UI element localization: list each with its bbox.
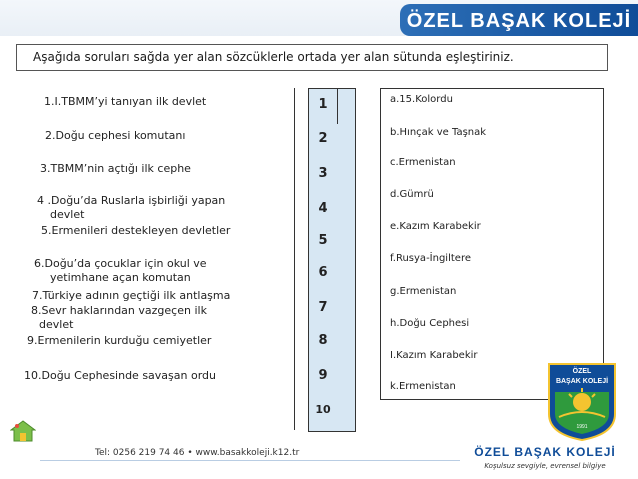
number-cell: 6 xyxy=(318,265,328,280)
question-item: 5.Ermenileri destekleyen devletler xyxy=(41,224,231,237)
number-cell: 9 xyxy=(318,368,328,383)
answer-option: c.Ermenistan xyxy=(390,157,456,168)
answer-option: k.Ermenistan xyxy=(390,381,456,392)
answer-option: g.Ermenistan xyxy=(390,286,457,297)
brand-title: ÖZEL BAŞAK KOLEJİ xyxy=(406,10,632,32)
number-cell: 4 xyxy=(318,201,328,216)
school-logo xyxy=(545,362,619,442)
answer-option: d.Gümrü xyxy=(390,189,434,200)
answer-option: I.Kazım Karabekir xyxy=(390,350,478,361)
answer-option: e.Kazım Karabekir xyxy=(390,221,481,232)
question-item: 3.TBMM’nin açtığı ilk cephe xyxy=(40,162,191,175)
contact-info: Tel: 0256 219 74 46 • www.basakkoleji.k12.tr xyxy=(95,448,300,458)
footer-brand: ÖZEL BAŞAK KOLEJİ xyxy=(474,445,616,459)
answer-option: h.Doğu Cephesi xyxy=(390,318,470,329)
number-cell: 3 xyxy=(318,166,328,181)
question-item: 10.Doğu Cephesinde savaşan ordu xyxy=(24,369,216,382)
svg-text:BAŞAK KOLEJİ: BAŞAK KOLEJİ xyxy=(555,378,609,385)
question-item: 2.Doğu cephesi komutanı xyxy=(45,129,186,142)
number-cell: 7 xyxy=(318,300,328,315)
question-item: 7.Türkiye adının geçtiği ilk antlaşma xyxy=(32,289,231,302)
number-cell: 5 xyxy=(318,233,328,248)
instruction-box: Aşağıda soruları sağda yer alan sözcüklerle ortada yer alan sütunda eşleştiriniz. xyxy=(16,44,608,71)
question-item: 6.Doğu’da çocuklar için okul ve yetimhane açan komutan xyxy=(34,257,207,284)
footer-motto: Koşulsuz sevgiyle, evrensel bilgiye xyxy=(484,462,606,470)
question-item: 1.I.TBMM’yi tanıyan ilk devlet xyxy=(44,95,207,108)
number-cell: 1 xyxy=(318,97,328,112)
number-cell: 2 xyxy=(318,131,328,146)
number-cell: 8 xyxy=(318,333,328,348)
question-item: 4 .Doğu’da Ruslarla işbirliği yapan devlet xyxy=(37,194,226,221)
answer-option: a.15.Kolordu xyxy=(390,94,453,105)
answer-option: f.Rusya-İngiltere xyxy=(390,253,471,264)
svg-text:ÖZEL: ÖZEL xyxy=(572,368,592,375)
svg-text:1991: 1991 xyxy=(576,424,588,430)
divider-line xyxy=(294,88,295,430)
number-cell: 10 xyxy=(315,403,331,416)
footer-divider xyxy=(40,460,460,461)
home-icon[interactable] xyxy=(10,420,36,442)
answer-option: b.Hınçak ve Taşnak xyxy=(390,127,487,138)
question-item: 9.Ermenilerin kurduğu cemiyetler xyxy=(27,334,212,347)
question-item: 8.Sevr haklarından vazgeçen ilk devlet xyxy=(31,304,207,331)
